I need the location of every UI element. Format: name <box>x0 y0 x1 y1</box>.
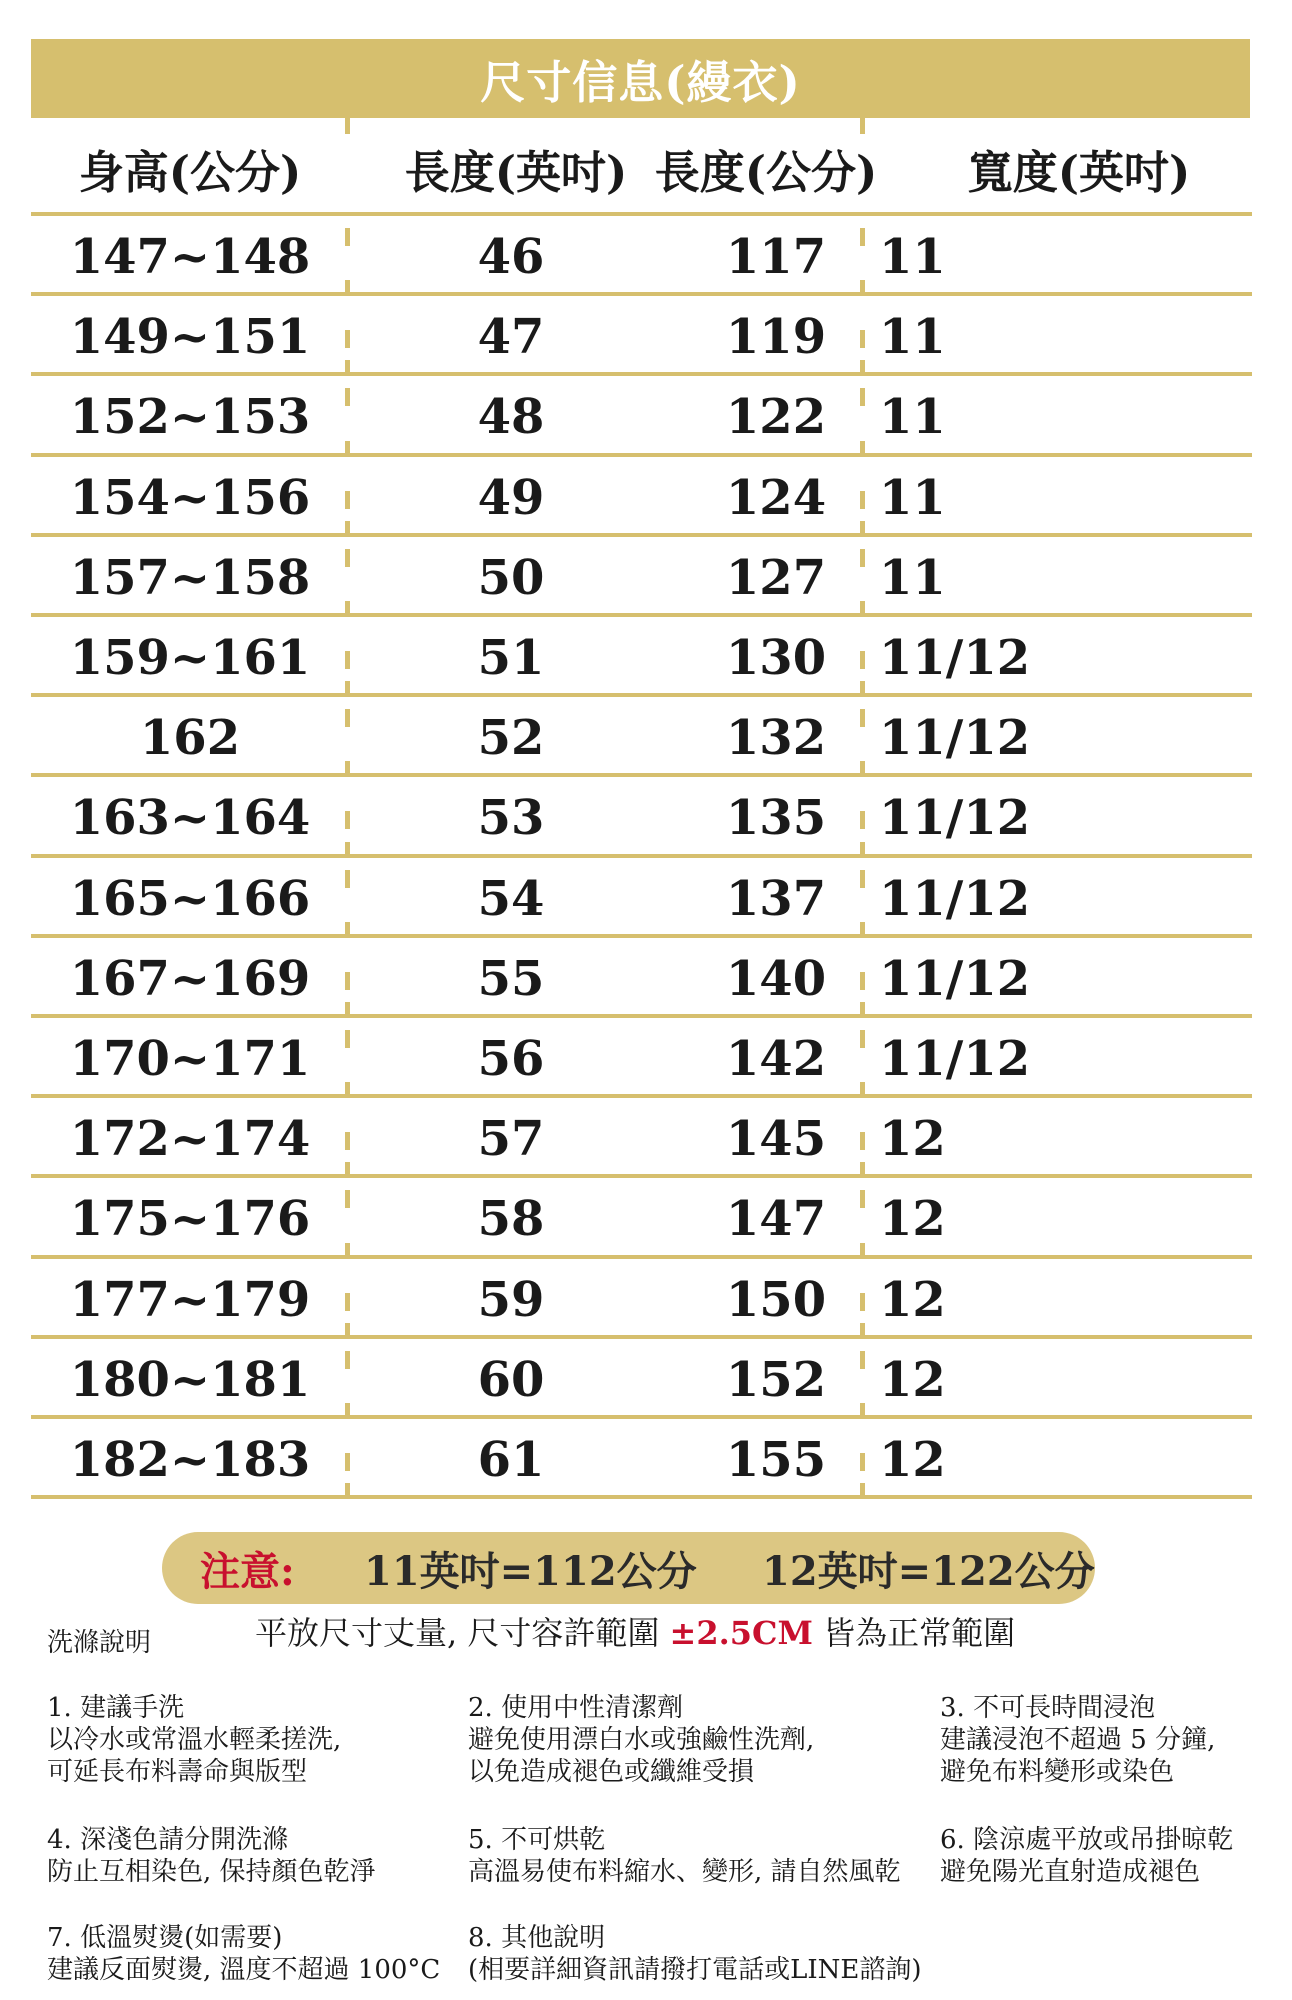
cell-width-inch: 12 <box>879 1432 946 1488</box>
cell-height-cm: 177~179 <box>69 1271 311 1328</box>
column-divider <box>345 330 350 348</box>
cell-length-inch: 58 <box>477 1191 545 1248</box>
cell-height-cm: 180~181 <box>69 1351 311 1408</box>
column-divider <box>345 601 350 617</box>
cell-length-cm: 127 <box>725 549 827 606</box>
care-item-line1: 防止互相染色, 保持顏色乾淨 <box>47 1857 376 1887</box>
cell-height-cm: 163~164 <box>69 790 311 847</box>
column-divider <box>860 681 865 697</box>
cell-height-cm: 152~153 <box>69 389 311 446</box>
column-divider <box>345 709 350 727</box>
care-item-line1: (相要詳細資訊請撥打電話或LINE諮詢) <box>468 1955 922 1985</box>
care-item-title: 3. 不可長時間浸泡 <box>940 1693 1156 1723</box>
cell-length-inch: 48 <box>477 389 545 446</box>
column-divider <box>860 1453 865 1471</box>
tolerance-prefix: 平放尺寸丈量, 尺寸容許範圍 <box>255 1614 670 1652</box>
care-item <box>47 1922 440 1986</box>
care-item-title: 1. 建議手洗 <box>47 1693 185 1723</box>
cell-length-cm: 155 <box>725 1432 827 1488</box>
column-divider <box>345 1243 350 1259</box>
header-height-cm: 身高(公分) <box>78 145 302 199</box>
cell-length-inch: 47 <box>477 309 545 366</box>
cell-length-inch: 49 <box>477 469 545 526</box>
column-divider <box>345 388 350 406</box>
care-item-title: 6. 陰涼處平放或吊掛晾乾 <box>940 1825 1234 1855</box>
column-divider <box>345 1483 350 1499</box>
column-divider <box>860 870 865 888</box>
cell-length-inch: 53 <box>477 790 545 847</box>
table-row <box>31 1260 1250 1340</box>
table-row <box>31 859 1250 939</box>
column-divider <box>860 811 865 829</box>
cell-length-inch: 57 <box>477 1111 545 1168</box>
column-divider <box>345 922 350 938</box>
column-divider <box>860 280 865 296</box>
column-divider <box>860 1483 865 1499</box>
column-divider <box>345 972 350 990</box>
tolerance-suffix: 皆為正常範圍 <box>812 1614 1016 1652</box>
column-divider <box>860 1082 865 1098</box>
column-divider <box>860 118 865 134</box>
column-divider <box>860 1323 865 1339</box>
column-divider <box>860 1243 865 1259</box>
care-item <box>468 1922 922 1986</box>
column-divider <box>345 441 350 457</box>
column-divider <box>345 1132 350 1150</box>
row-divider <box>31 693 1252 697</box>
column-divider <box>860 1351 865 1369</box>
column-divider <box>345 521 350 537</box>
column-divider <box>860 601 865 617</box>
header-width-inch: 寬度(英吋) <box>967 145 1191 199</box>
cell-length-inch: 61 <box>477 1432 545 1488</box>
care-item-line1: 避免陽光直射造成褪色 <box>940 1857 1201 1887</box>
column-divider <box>345 228 350 246</box>
cell-width-inch: 11 <box>879 229 946 285</box>
cell-height-cm: 175~176 <box>69 1191 311 1248</box>
cell-length-cm: 124 <box>725 469 827 526</box>
column-divider <box>860 1293 865 1311</box>
column-divider <box>345 651 350 669</box>
table-row <box>31 297 1250 377</box>
column-divider <box>860 842 865 858</box>
conversion-11: 11英吋=112公分 <box>364 1547 697 1595</box>
cell-width-inch: 11/12 <box>879 870 1031 927</box>
cell-width-inch: 11/12 <box>879 710 1031 767</box>
tolerance-note <box>255 1608 1015 1654</box>
care-item-line2: 以免造成褪色或纖維受損 <box>468 1757 755 1787</box>
column-divider <box>345 1002 350 1018</box>
row-divider <box>31 533 1252 537</box>
table-row <box>31 939 1250 1019</box>
cell-length-cm: 119 <box>725 309 827 366</box>
table-row <box>31 538 1250 618</box>
column-divider <box>345 842 350 858</box>
cell-length-inch: 56 <box>477 1031 545 1087</box>
conversion-12: 12英吋=122公分 <box>762 1547 1095 1595</box>
column-divider <box>345 811 350 829</box>
column-divider <box>860 1030 865 1048</box>
column-divider <box>345 870 350 888</box>
care-item <box>47 1692 341 1788</box>
cell-width-inch: 11 <box>879 389 946 446</box>
wash-instructions-title: 洗滌說明 <box>47 1628 152 1658</box>
conversion-note <box>162 1532 1095 1604</box>
cell-length-cm: 150 <box>725 1271 827 1328</box>
care-item <box>468 1692 814 1788</box>
cell-length-cm: 152 <box>725 1351 827 1408</box>
care-item-line2: 避免布料變形或染色 <box>940 1757 1175 1787</box>
row-divider <box>31 1094 1252 1098</box>
column-divider <box>860 549 865 567</box>
cell-width-inch: 11/12 <box>879 950 1031 1007</box>
cell-height-cm: 165~166 <box>69 870 311 927</box>
cell-length-cm: 145 <box>725 1111 827 1168</box>
cell-width-inch: 11/12 <box>879 790 1031 847</box>
cell-length-inch: 59 <box>477 1271 545 1328</box>
table-row <box>31 377 1250 457</box>
cell-length-cm: 137 <box>725 870 827 927</box>
care-item <box>47 1824 376 1888</box>
column-divider <box>345 1293 350 1311</box>
table-row <box>31 458 1250 538</box>
care-item-line2: 可延長布料壽命與版型 <box>47 1757 308 1787</box>
column-divider <box>345 1190 350 1208</box>
cell-height-cm: 149~151 <box>69 309 311 366</box>
column-divider <box>860 1132 865 1150</box>
row-divider <box>31 292 1252 296</box>
title-bar <box>31 39 1250 118</box>
column-divider <box>860 1162 865 1178</box>
cell-height-cm: 167~169 <box>69 950 311 1007</box>
row-divider <box>31 1174 1252 1178</box>
column-divider <box>860 521 865 537</box>
column-divider <box>345 761 350 777</box>
column-divider <box>860 388 865 406</box>
column-divider <box>345 1162 350 1178</box>
row-divider <box>31 773 1252 777</box>
care-item-title: 2. 使用中性清潔劑 <box>468 1693 684 1723</box>
cell-width-inch: 11/12 <box>879 1031 1031 1087</box>
cell-height-cm: 170~171 <box>69 1031 311 1087</box>
column-divider <box>860 491 865 509</box>
table-row <box>31 1179 1250 1259</box>
cell-height-cm: 182~183 <box>69 1432 311 1488</box>
column-divider <box>345 1082 350 1098</box>
cell-width-inch: 11 <box>879 469 946 526</box>
row-divider <box>31 372 1252 376</box>
cell-height-cm: 162 <box>139 710 241 767</box>
table-row <box>31 1099 1250 1179</box>
cell-length-inch: 50 <box>477 549 545 606</box>
column-divider <box>345 280 350 296</box>
header-length-inch: 長度(英吋) <box>404 145 628 199</box>
cell-length-cm: 117 <box>725 229 827 285</box>
column-divider <box>345 1323 350 1339</box>
care-item <box>940 1824 1233 1888</box>
column-divider <box>345 1453 350 1471</box>
cell-length-inch: 52 <box>477 710 545 767</box>
table-row <box>31 698 1250 778</box>
table-header <box>31 122 1250 214</box>
care-item-line1: 以冷水或常溫水輕柔搓洗, <box>47 1725 342 1755</box>
care-item-line1: 建議反面熨燙, 溫度不超過 100°C <box>47 1955 441 1985</box>
care-item-title: 4. 深淺色請分開洗滌 <box>47 1825 289 1855</box>
cell-length-cm: 142 <box>725 1031 827 1087</box>
column-divider <box>345 1030 350 1048</box>
header-length-cm: 長度(公分) <box>654 145 878 199</box>
cell-width-inch: 11 <box>879 309 946 366</box>
column-divider <box>860 709 865 727</box>
table-row <box>31 778 1250 858</box>
note-label: 注意: <box>200 1547 295 1595</box>
cell-length-inch: 60 <box>477 1351 545 1408</box>
row-divider <box>31 1335 1252 1339</box>
column-divider <box>345 118 350 134</box>
column-divider <box>860 761 865 777</box>
cell-length-inch: 46 <box>477 229 545 285</box>
cell-length-cm: 140 <box>725 950 827 1007</box>
cell-height-cm: 147~148 <box>69 229 311 285</box>
cell-height-cm: 159~161 <box>69 630 311 686</box>
column-divider <box>860 972 865 990</box>
row-divider <box>31 1495 1252 1499</box>
cell-height-cm: 157~158 <box>69 549 311 606</box>
table-row <box>31 217 1250 297</box>
column-divider <box>345 681 350 697</box>
row-divider <box>31 854 1252 858</box>
care-item <box>468 1824 901 1888</box>
column-divider <box>860 330 865 348</box>
table-row <box>31 618 1250 698</box>
cell-height-cm: 154~156 <box>69 469 311 526</box>
column-divider <box>860 228 865 246</box>
care-item-title: 7. 低溫熨燙(如需要) <box>47 1923 283 1953</box>
row-divider <box>31 1415 1252 1419</box>
cell-width-inch: 12 <box>879 1271 946 1328</box>
column-divider <box>860 360 865 376</box>
care-item <box>940 1692 1215 1788</box>
care-item-line1: 避免使用漂白水或強鹼性洗劑, <box>468 1725 815 1755</box>
tolerance-value: ±2.5CM <box>669 1614 813 1652</box>
row-divider <box>31 453 1252 457</box>
cell-width-inch: 12 <box>879 1191 946 1248</box>
cell-width-inch: 11 <box>879 549 946 606</box>
page-title: 尺寸信息(縵衣) <box>480 56 801 109</box>
care-item-line1: 高溫易使布料縮水、變形, 請自然風乾 <box>468 1857 901 1887</box>
cell-length-cm: 132 <box>725 710 827 767</box>
table-row <box>31 1340 1250 1420</box>
column-divider <box>345 1351 350 1369</box>
cell-length-inch: 54 <box>477 870 545 927</box>
column-divider <box>860 651 865 669</box>
cell-width-inch: 12 <box>879 1351 946 1408</box>
cell-length-cm: 122 <box>725 389 827 446</box>
column-divider <box>345 1403 350 1419</box>
cell-length-cm: 130 <box>725 630 827 686</box>
column-divider <box>860 1190 865 1208</box>
cell-width-inch: 12 <box>879 1111 946 1168</box>
column-divider <box>860 441 865 457</box>
row-divider <box>31 212 1252 216</box>
row-divider <box>31 1255 1252 1259</box>
cell-length-inch: 51 <box>477 630 545 686</box>
cell-length-cm: 147 <box>725 1191 827 1248</box>
care-item-title: 8. 其他說明 <box>468 1923 606 1953</box>
table-row <box>31 1019 1250 1099</box>
table-row <box>31 1420 1250 1500</box>
column-divider <box>860 922 865 938</box>
care-item-line1: 建議浸泡不超過 5 分鐘, <box>940 1725 1216 1755</box>
column-divider <box>860 1403 865 1419</box>
cell-height-cm: 172~174 <box>69 1111 311 1168</box>
row-divider <box>31 934 1252 938</box>
cell-width-inch: 11/12 <box>879 630 1031 686</box>
care-item-title: 5. 不可烘乾 <box>468 1825 606 1855</box>
column-divider <box>345 491 350 509</box>
column-divider <box>345 360 350 376</box>
row-divider <box>31 613 1252 617</box>
row-divider <box>31 1014 1252 1018</box>
column-divider <box>860 1002 865 1018</box>
cell-length-cm: 135 <box>725 790 827 847</box>
cell-length-inch: 55 <box>477 950 545 1007</box>
column-divider <box>345 549 350 567</box>
